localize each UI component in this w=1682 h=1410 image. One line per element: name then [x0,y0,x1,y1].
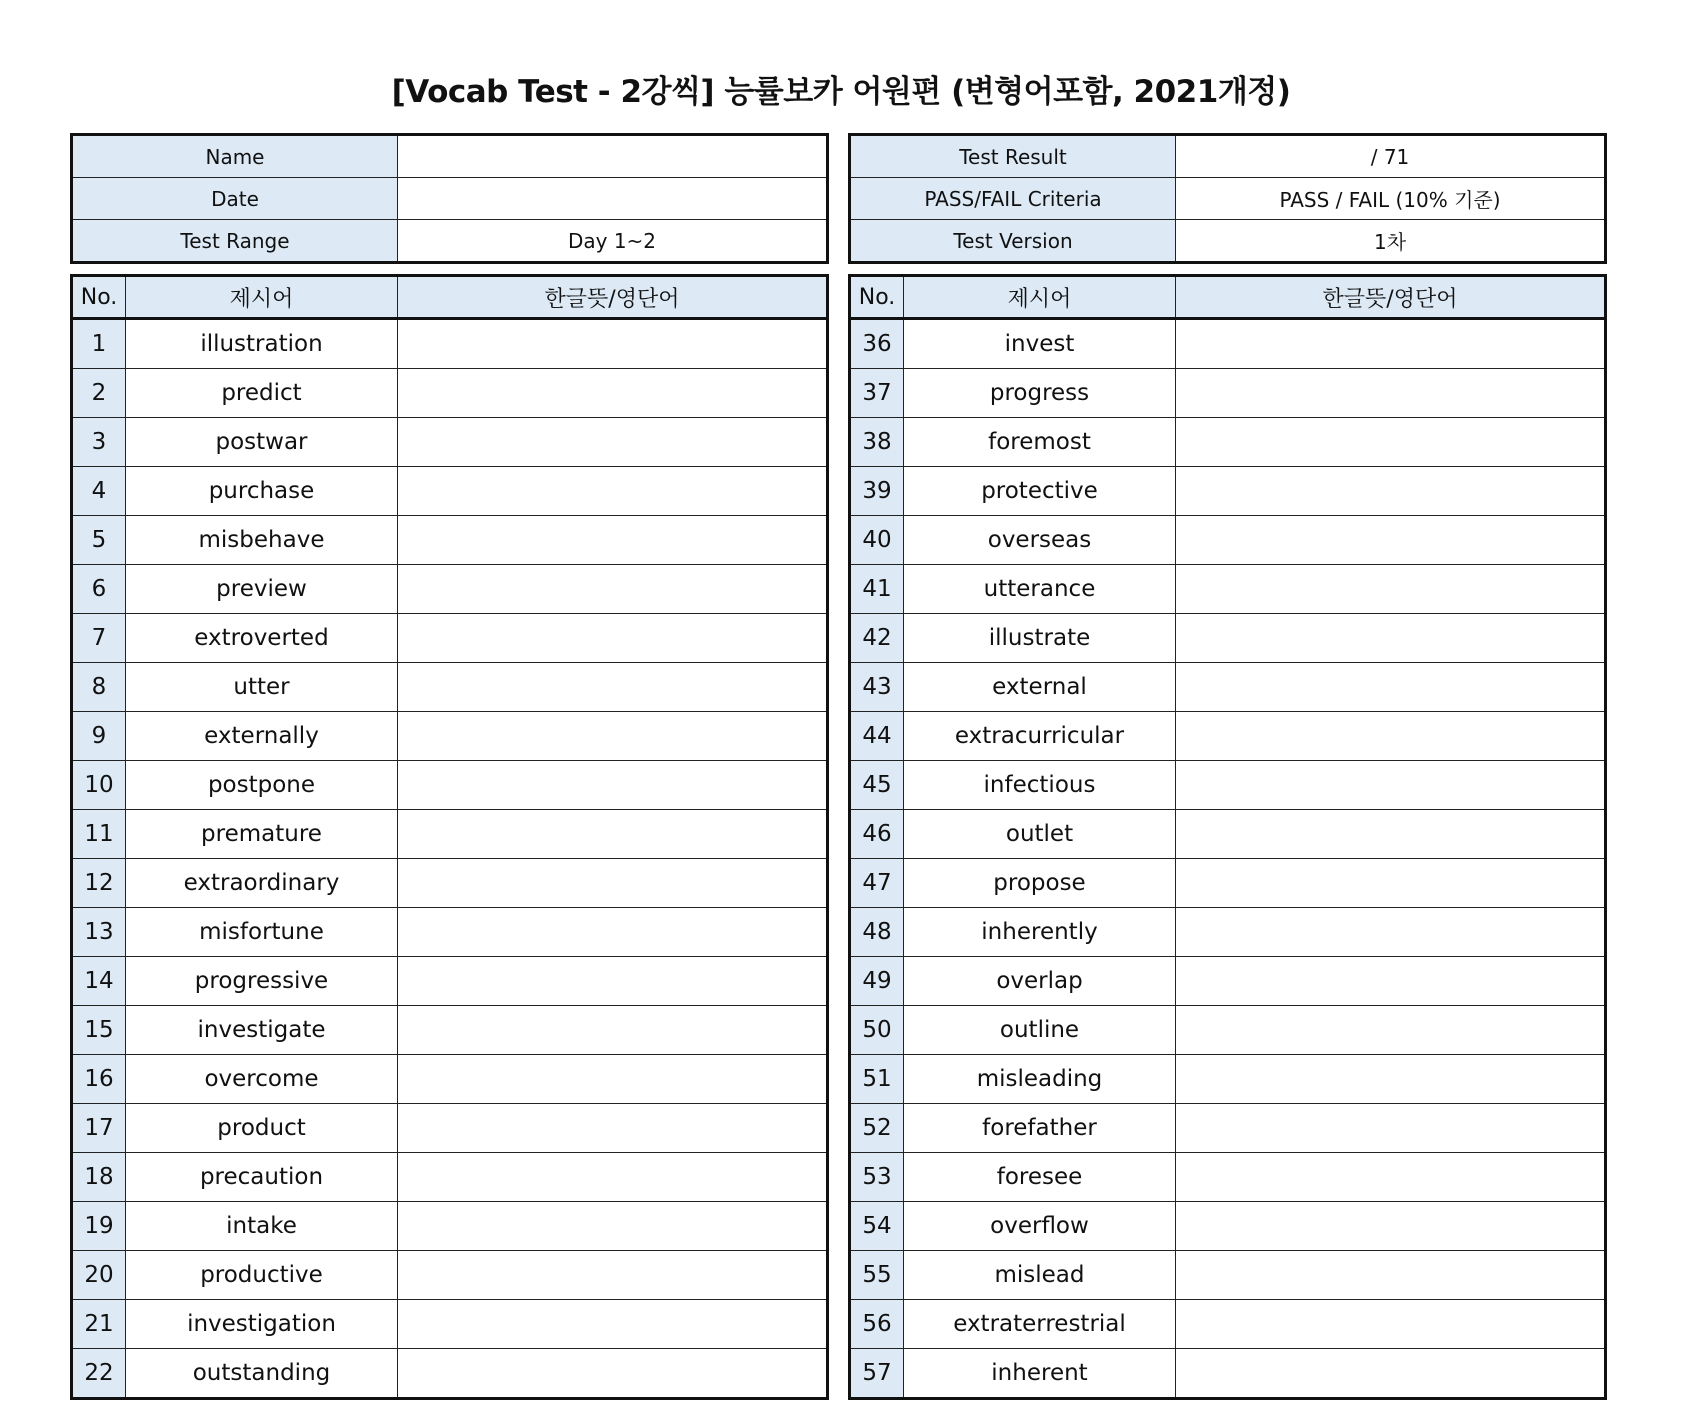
table-row [850,1300,1606,1349]
table-row [72,1153,828,1202]
table-row [72,663,828,712]
row-number: 21 [72,1300,126,1349]
table-row [850,908,1606,957]
answer-cell[interactable] [1176,908,1606,957]
test-version-value: 1차 [1176,220,1606,263]
row-number: 55 [850,1251,904,1300]
row-number: 45 [850,761,904,810]
answer-cell[interactable] [398,761,828,810]
row-number: 9 [72,712,126,761]
answer-cell[interactable] [398,810,828,859]
table-row [72,369,828,418]
header-word: 제시어 [904,276,1176,319]
row-number: 50 [850,1006,904,1055]
vocab-word: intake [126,1202,398,1251]
answer-cell[interactable] [398,1153,828,1202]
answer-cell[interactable] [398,712,828,761]
answer-cell[interactable] [1176,1300,1606,1349]
row-number: 49 [850,957,904,1006]
row-number: 5 [72,516,126,565]
vocab-word: propose [904,859,1176,908]
table-row [72,467,828,516]
answer-cell[interactable] [1176,319,1606,369]
table-row [72,319,828,369]
table-row [850,1251,1606,1300]
page-title: [Vocab Test - 2강씩] 능률보카 어원편 (변형어포함, 2021개정) [391,74,1291,110]
answer-cell[interactable] [1176,1153,1606,1202]
date-field[interactable] [398,178,828,220]
table-row [850,319,1606,369]
answer-cell[interactable] [398,319,828,369]
table-row [850,810,1606,859]
table-row [850,1349,1606,1399]
answer-cell[interactable] [398,859,828,908]
vocab-word: progressive [126,957,398,1006]
table-row [850,859,1606,908]
info-table-left [70,133,829,264]
table-row [850,369,1606,418]
vocab-word: overlap [904,957,1176,1006]
row-number: 18 [72,1153,126,1202]
answer-cell[interactable] [1176,1006,1606,1055]
vocab-word: extracurricular [904,712,1176,761]
vocab-word: extraordinary [126,859,398,908]
vocab-word: overseas [904,516,1176,565]
answer-cell[interactable] [398,1349,828,1399]
row-number: 10 [72,761,126,810]
vocab-word: foremost [904,418,1176,467]
answer-cell[interactable] [398,516,828,565]
answer-cell[interactable] [398,1055,828,1104]
table-row [850,761,1606,810]
vocab-word: external [904,663,1176,712]
table-row [72,1104,828,1153]
vocab-word: product [126,1104,398,1153]
table-row [72,1251,828,1300]
table-row [850,467,1606,516]
answer-cell[interactable] [398,663,828,712]
table-row [850,565,1606,614]
table-row [72,1202,828,1251]
row-number: 16 [72,1055,126,1104]
answer-cell[interactable] [1176,614,1606,663]
row-number: 57 [850,1349,904,1399]
table-row [850,1202,1606,1251]
answer-cell[interactable] [1176,810,1606,859]
row-number: 13 [72,908,126,957]
table-row [72,859,828,908]
vocab-word: protective [904,467,1176,516]
answer-cell[interactable] [398,418,828,467]
answer-cell[interactable] [1176,859,1606,908]
answer-cell[interactable] [1176,369,1606,418]
row-number: 2 [72,369,126,418]
row-number: 36 [850,319,904,369]
row-number: 41 [850,565,904,614]
vocab-word: extroverted [126,614,398,663]
table-row [72,614,828,663]
table-row [72,761,828,810]
answer-cell[interactable] [398,1104,828,1153]
row-number: 47 [850,859,904,908]
row-number: 11 [72,810,126,859]
answer-cell[interactable] [1176,1202,1606,1251]
pass-fail-label: PASS/FAIL Criteria [850,178,1176,220]
table-row [850,663,1606,712]
table-row [850,957,1606,1006]
row-number: 14 [72,957,126,1006]
row-number: 4 [72,467,126,516]
answer-cell[interactable] [398,908,828,957]
vocab-word: foresee [904,1153,1176,1202]
table-row [72,565,828,614]
vocab-word: inherent [904,1349,1176,1399]
answer-cell[interactable] [1176,663,1606,712]
answer-cell[interactable] [1176,1104,1606,1153]
header-word: 제시어 [126,276,398,319]
vocab-word: misbehave [126,516,398,565]
row-number: 38 [850,418,904,467]
table-row [850,1006,1606,1055]
test-result-value: / 71 [1176,135,1606,178]
table-row [850,418,1606,467]
row-number: 48 [850,908,904,957]
pass-fail-value: PASS / FAIL (10% 기준) [1176,178,1606,220]
vocab-word: overcome [126,1055,398,1104]
answer-cell[interactable] [398,1251,828,1300]
row-number: 56 [850,1300,904,1349]
test-range-value: Day 1~2 [398,220,828,263]
answer-cell[interactable] [398,1202,828,1251]
test-result-label: Test Result [850,135,1176,178]
row-number: 42 [850,614,904,663]
answer-cell[interactable] [1176,712,1606,761]
test-range-label: Test Range [72,220,398,263]
answer-cell[interactable] [1176,1349,1606,1399]
vocab-word: illustrate [904,614,1176,663]
row-number: 44 [850,712,904,761]
vocab-word: overflow [904,1202,1176,1251]
answer-cell[interactable] [398,565,828,614]
row-number: 6 [72,565,126,614]
table-row [850,614,1606,663]
vocab-word: progress [904,369,1176,418]
vocab-word: externally [126,712,398,761]
name-field[interactable] [398,135,828,178]
table-row [850,712,1606,761]
header-no: No. [72,276,126,319]
table-row [72,908,828,957]
answer-cell[interactable] [398,369,828,418]
row-number: 12 [72,859,126,908]
row-number: 7 [72,614,126,663]
row-number: 15 [72,1006,126,1055]
answer-cell[interactable] [398,467,828,516]
answer-cell[interactable] [1176,761,1606,810]
vocab-word: precaution [126,1153,398,1202]
answer-cell[interactable] [1176,565,1606,614]
row-number: 51 [850,1055,904,1104]
row-number: 54 [850,1202,904,1251]
vocab-word: mislead [904,1251,1176,1300]
answer-cell[interactable] [1176,1055,1606,1104]
table-row [72,957,828,1006]
row-number: 17 [72,1104,126,1153]
vocab-word: premature [126,810,398,859]
row-number: 19 [72,1202,126,1251]
vocab-word: illustration [126,319,398,369]
answer-cell[interactable] [398,1006,828,1055]
vocab-word: postpone [126,761,398,810]
header-answer: 한글뜻/영단어 [1176,276,1606,319]
word-table-left [70,274,829,1400]
table-row [72,1055,828,1104]
row-number: 52 [850,1104,904,1153]
vocab-word: misleading [904,1055,1176,1104]
vocab-word: invest [904,319,1176,369]
table-row [850,1055,1606,1104]
header-no: No. [850,276,904,319]
row-number: 22 [72,1349,126,1399]
date-label: Date [72,178,398,220]
vocab-word: utterance [904,565,1176,614]
vocab-word: outline [904,1006,1176,1055]
row-number: 39 [850,467,904,516]
header-answer: 한글뜻/영단어 [398,276,828,319]
answer-cell[interactable] [1176,516,1606,565]
vocab-word: inherently [904,908,1176,957]
answer-cell[interactable] [1176,467,1606,516]
answer-cell[interactable] [398,1300,828,1349]
vocab-word: extraterrestrial [904,1300,1176,1349]
vocab-word: purchase [126,467,398,516]
table-row [850,1104,1606,1153]
vocab-word: postwar [126,418,398,467]
row-number: 1 [72,319,126,369]
test-version-label: Test Version [850,220,1176,263]
row-number: 37 [850,369,904,418]
table-row [850,516,1606,565]
table-row [72,810,828,859]
word-table-right [848,274,1607,1400]
vocab-word: outstanding [126,1349,398,1399]
row-number: 20 [72,1251,126,1300]
info-table-right [848,133,1607,264]
row-number: 43 [850,663,904,712]
vocab-word: investigation [126,1300,398,1349]
row-number: 40 [850,516,904,565]
table-row [72,1006,828,1055]
vocab-word: predict [126,369,398,418]
vocab-word: utter [126,663,398,712]
answer-cell[interactable] [398,957,828,1006]
vocab-word: misfortune [126,908,398,957]
vocab-word: forefather [904,1104,1176,1153]
table-row [72,1349,828,1399]
answer-cell[interactable] [1176,418,1606,467]
table-row [72,418,828,467]
name-label: Name [72,135,398,178]
vocab-word: infectious [904,761,1176,810]
answer-cell[interactable] [1176,1251,1606,1300]
row-number: 3 [72,418,126,467]
row-number: 46 [850,810,904,859]
table-row [72,1300,828,1349]
table-row [72,516,828,565]
vocab-word: investigate [126,1006,398,1055]
row-number: 8 [72,663,126,712]
row-number: 53 [850,1153,904,1202]
answer-cell[interactable] [398,614,828,663]
vocab-word: preview [126,565,398,614]
answer-cell[interactable] [1176,957,1606,1006]
vocab-word: outlet [904,810,1176,859]
vocab-word: productive [126,1251,398,1300]
table-row [850,1153,1606,1202]
table-row [72,712,828,761]
